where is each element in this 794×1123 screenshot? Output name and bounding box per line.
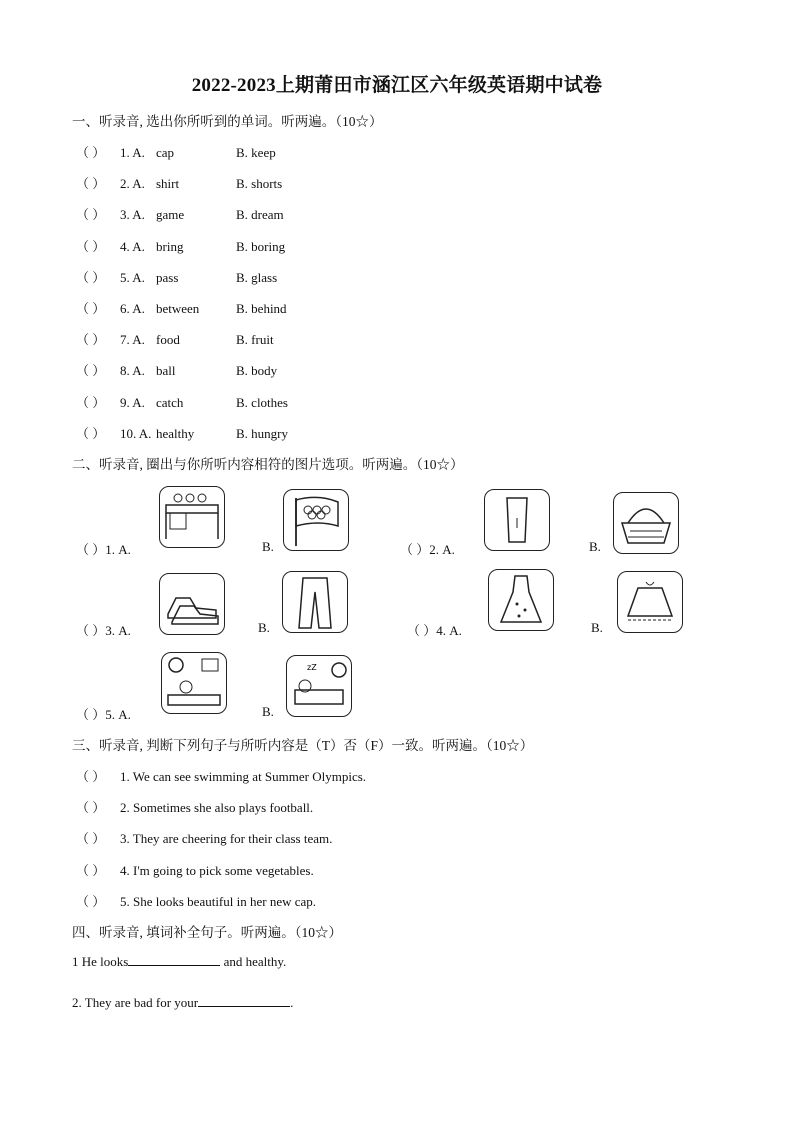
question-number: 10. A. [120, 425, 152, 441]
statement-text: 1. We can see swimming at Summer Olympics. [120, 769, 367, 784]
sentence-start: 1 He looks [72, 954, 129, 969]
word-choice-row [76, 173, 282, 192]
desk-icon[interactable] [159, 486, 225, 548]
option-a: game [156, 207, 185, 223]
svg-text:zZ: zZ [307, 663, 317, 672]
page-title: 2022-2023上期莆田市涵江区六年级英语期中试卷 [191, 75, 603, 96]
word-choice-row [76, 267, 277, 286]
question-number: 5. A. [120, 269, 145, 285]
skirt-icon[interactable] [617, 571, 683, 633]
option-a: pass [156, 269, 179, 285]
statement-text: 2. Sometimes she also plays football. [120, 800, 314, 816]
answer-paren[interactable]: （ ） [76, 269, 106, 285]
sleeping-icon[interactable] [286, 655, 352, 717]
pic-question-label: （ ）5. A. [76, 707, 131, 722]
option-b: B. keep [236, 145, 276, 160]
fill-sentence-2 [72, 994, 293, 1011]
question-number: 6. A. [120, 301, 145, 316]
question-number: 7. A. [120, 332, 145, 348]
olympic-flag-icon[interactable] [283, 489, 349, 551]
option-b: B. hungry [236, 425, 288, 441]
word-choice-row [76, 329, 274, 348]
option-b-label: B. [591, 620, 603, 635]
wake-up-icon[interactable] [161, 652, 227, 714]
word-choice-row [76, 298, 287, 317]
true-false-row [76, 860, 314, 879]
option-b: B. shorts [236, 176, 283, 192]
option-b: B. dream [236, 207, 284, 223]
pic-question-label: （ ）1. A. [76, 542, 131, 557]
trousers-icon[interactable] [282, 571, 348, 633]
option-a: bring [156, 238, 184, 254]
option-b-label: B. [262, 704, 274, 719]
option-b: B. boring [236, 238, 286, 254]
pic-question-label: （ ）4. A. [407, 623, 462, 638]
statement-text: 5. She looks beautiful in her new cap. [120, 893, 317, 909]
answer-paren[interactable]: （ ） [76, 332, 106, 348]
answer-blank[interactable] [198, 994, 290, 1007]
option-a: catch [156, 394, 184, 410]
word-choice-row [76, 360, 277, 379]
pic-question-label: （ ）3. A. [76, 623, 131, 638]
section-1-heading: 一、听录音, 选出你所听到的单词。听两遍。（10☆） [72, 114, 383, 129]
answer-paren[interactable]: （ ） [76, 893, 106, 909]
word-choice-row [76, 204, 284, 223]
question-number: 9. A. [120, 394, 145, 410]
option-b: B. clothes [236, 394, 288, 410]
sentence-start: 2. They are bad for your [72, 995, 199, 1010]
word-choice-row [76, 142, 276, 161]
option-a: food [156, 332, 180, 348]
option-a: between [156, 301, 200, 316]
option-a: cap [156, 145, 175, 160]
option-a: healthy [156, 425, 195, 441]
answer-paren[interactable]: （ ） [76, 425, 106, 441]
true-false-row [76, 828, 332, 847]
true-false-row [76, 797, 313, 816]
option-b-label: B. [262, 539, 274, 554]
glass-icon[interactable] [484, 489, 550, 551]
answer-paren[interactable]: （ ） [76, 238, 106, 254]
question-number: 8. A. [120, 363, 145, 379]
option-b: B. behind [236, 301, 287, 316]
section-3-heading: 三、听录音, 判断下列句子与所听内容是（T）否（F）一致。听两遍。（10☆） [72, 738, 534, 753]
option-b-label: B. [258, 620, 270, 635]
fill-sentence-1 [72, 953, 286, 970]
option-b: B. body [236, 363, 278, 379]
section-4-heading: 四、听录音, 填词补全句子。听两遍。（10☆） [72, 925, 342, 940]
option-b-label: B. [589, 539, 601, 554]
option-a: shirt [156, 176, 180, 192]
word-choice-row [76, 423, 288, 442]
answer-paren[interactable]: （ ） [76, 207, 106, 223]
option-a: ball [156, 363, 176, 379]
word-choice-row [76, 392, 288, 411]
question-number: 1. A. [120, 145, 145, 160]
answer-paren[interactable]: （ ） [76, 301, 106, 316]
statement-text: 4. I'm going to pick some vegetables. [120, 862, 314, 878]
answer-paren[interactable]: （ ） [76, 394, 106, 410]
dress-icon[interactable] [488, 569, 554, 631]
word-choice-row [76, 236, 285, 255]
answer-paren[interactable]: （ ） [76, 862, 106, 878]
answer-blank[interactable] [128, 953, 220, 966]
shoes-icon[interactable] [159, 573, 225, 635]
option-b: B. fruit [236, 332, 274, 348]
answer-paren[interactable]: （ ） [76, 831, 106, 847]
question-number: 2. A. [120, 176, 145, 192]
answer-paren[interactable]: （ ） [76, 363, 106, 379]
pic-question-label: （ ）2. A. [400, 542, 455, 557]
question-number: 3. A. [120, 207, 145, 223]
sentence-end: . [290, 995, 294, 1010]
basket-icon[interactable] [613, 492, 679, 554]
statement-text: 3. They are cheering for their class team. [120, 831, 333, 847]
answer-paren[interactable]: （ ） [76, 769, 106, 784]
answer-paren[interactable]: （ ） [76, 145, 106, 160]
sentence-end: and healthy. [220, 954, 287, 969]
question-number: 4. A. [120, 238, 145, 254]
section-2-heading: 二、听录音, 圈出与你所听内容相符的图片选项。听两遍。（10☆） [72, 457, 464, 472]
true-false-row [76, 766, 366, 785]
answer-paren[interactable]: （ ） [76, 176, 106, 192]
true-false-row [76, 891, 316, 910]
answer-paren[interactable]: （ ） [76, 800, 106, 816]
option-b: B. glass [236, 269, 278, 285]
